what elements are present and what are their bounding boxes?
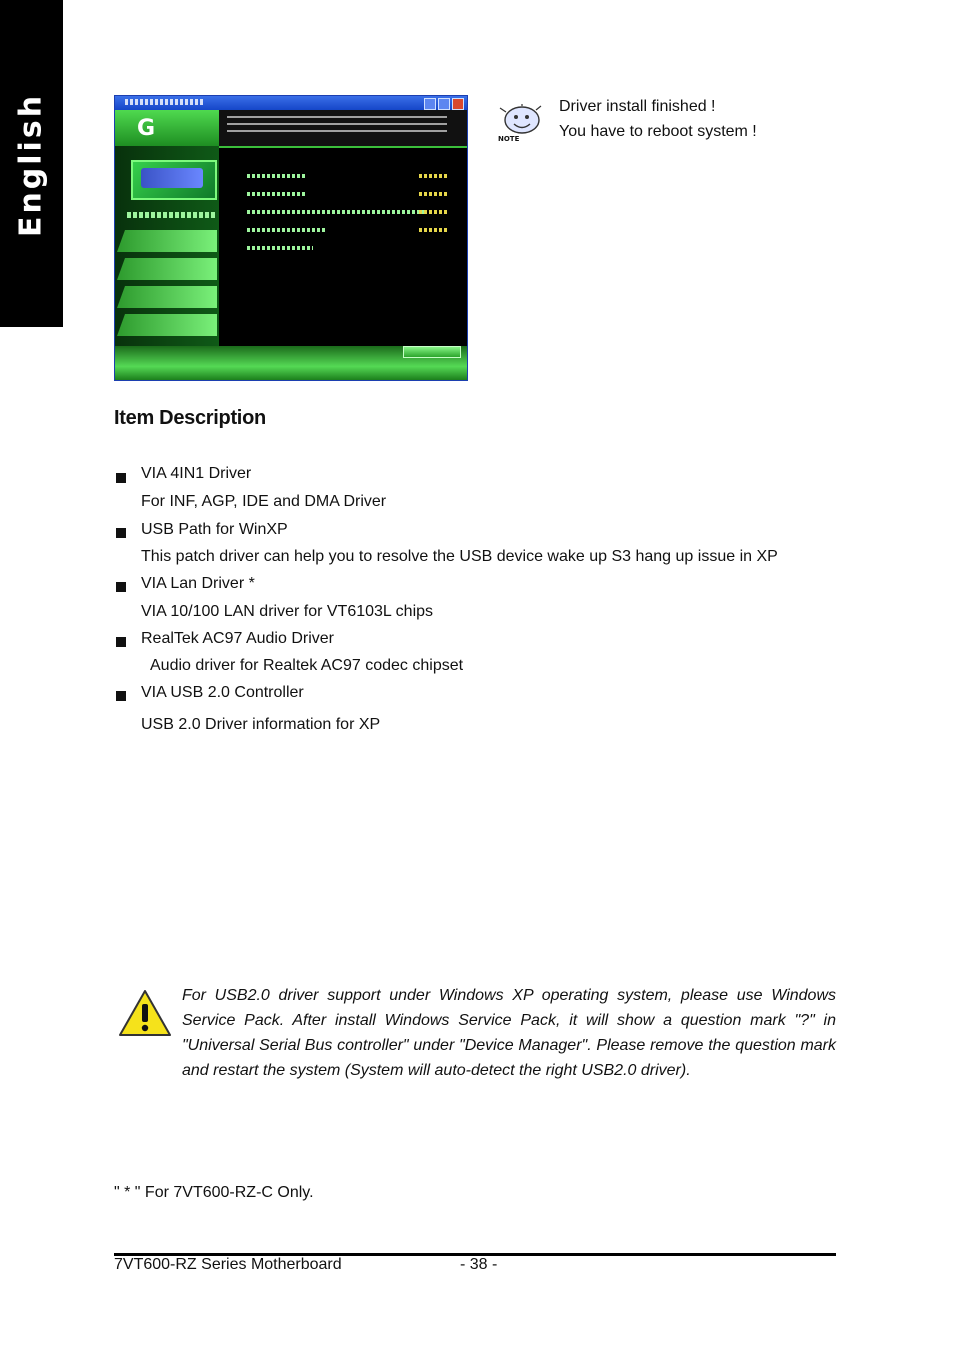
page-number: - 38 -: [460, 1256, 498, 1273]
list-item: [247, 210, 447, 228]
bullet-icon: [116, 691, 126, 701]
close-icon: [452, 98, 464, 110]
hardware-information-tab: [117, 286, 217, 308]
installer-titlebar: [115, 96, 467, 110]
list-item: [247, 246, 447, 264]
list-item: [247, 228, 447, 246]
note-line: You have to reboot system !: [559, 123, 757, 140]
note-icon: [496, 104, 544, 144]
item-title: VIA USB 2.0 Controller: [141, 684, 304, 701]
section-title: Item Description: [114, 407, 266, 429]
software-application-tab: [117, 230, 217, 252]
gigabyte-logo: [115, 110, 219, 146]
bullet-icon: [116, 473, 126, 483]
bullet-icon: [116, 528, 126, 538]
list-item: [247, 174, 447, 192]
footnote: " * " For 7VT600-RZ-C Only.: [114, 1184, 314, 1201]
footer-model: 7VT600-RZ Series Motherboard: [114, 1256, 342, 1273]
chipset-driver-tab: [127, 212, 215, 218]
note-line: Driver install finished !: [559, 98, 716, 115]
item-desc: USB 2.0 Driver information for XP: [141, 716, 381, 733]
item-desc: VIA 10/100 LAN driver for VT6103L chips: [141, 603, 434, 620]
usb-warning-text: For USB2.0 driver support under Windows XP operating system, please use Windows Service Pack. After install Windows Service Pack, it will show a question mark "?" in "Universal Serial Bus controller" under "Device Manager". Please remove the question mark and restart the system (System will auto-detect the right USB2.0 driver).: [182, 987, 836, 1079]
item-title: USB Path for WinXP: [141, 521, 288, 538]
item-desc: Audio driver for Realtek AC97 codec chipset: [150, 657, 464, 674]
item-desc: This patch driver can help you to resolve the USB device wake up S3 hang up issue in XP: [141, 548, 778, 565]
item-title: RealTek AC97 Audio Driver: [141, 630, 334, 647]
item-desc: For INF, AGP, IDE and DMA Driver: [141, 493, 387, 510]
installer-header: [219, 110, 467, 148]
list-item: [247, 192, 447, 210]
warning-icon: [118, 988, 172, 1038]
note-icon-label: NOTE: [498, 135, 520, 143]
contact-us-tab: [117, 314, 217, 336]
driver-installer-screenshot: [114, 95, 468, 381]
bullet-icon: [116, 582, 126, 592]
maximize-icon: [438, 98, 450, 110]
gigabyte-g-icon: G: [137, 116, 156, 141]
minimize-icon: [424, 98, 436, 110]
software-information-tab: [117, 258, 217, 280]
xpress-install-logo: [131, 160, 217, 200]
driver-list: [247, 174, 447, 264]
item-title: VIA Lan Driver *: [141, 575, 255, 592]
exit-button: [403, 346, 461, 358]
install-note: [559, 94, 757, 144]
language-side-tab: [0, 0, 63, 327]
bullet-icon: [116, 637, 126, 647]
side-tab-label: English: [13, 92, 49, 238]
item-title: VIA 4IN1 Driver: [141, 465, 252, 482]
